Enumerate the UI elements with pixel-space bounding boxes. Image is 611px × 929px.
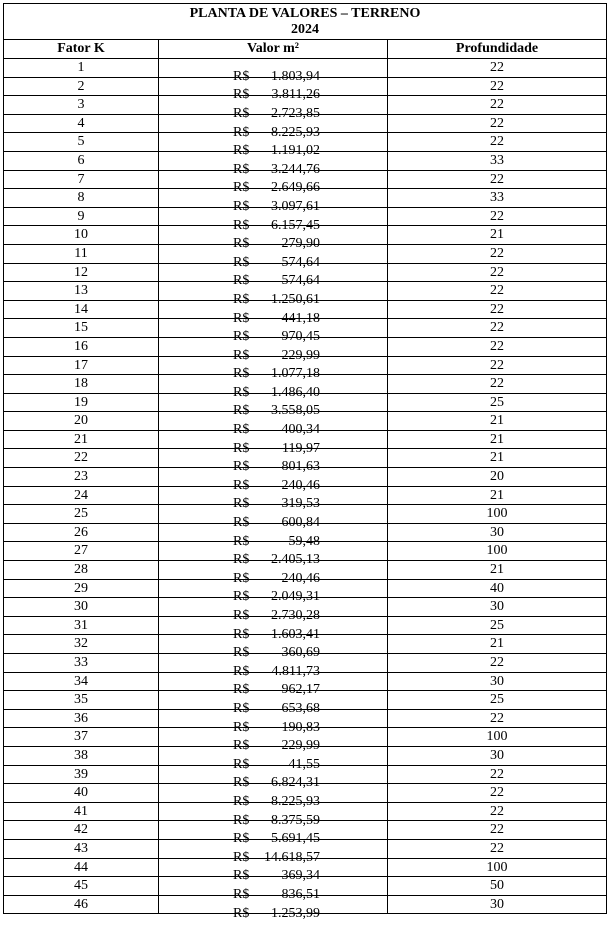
- valor-cell: [159, 784, 388, 809]
- profundidade-cell: 22: [388, 802, 607, 821]
- currency-symbol: R$: [233, 663, 250, 679]
- table-row: [4, 468, 607, 487]
- currency-symbol: R$: [233, 738, 250, 754]
- fator-k-cell: 11: [4, 244, 159, 263]
- currency-symbol: R$: [233, 868, 250, 884]
- fator-k-cell: 4: [4, 114, 159, 133]
- profundidade-cell: 22: [388, 282, 607, 301]
- table-title: [4, 4, 607, 40]
- table-row: [4, 561, 607, 580]
- table-row: [4, 170, 607, 189]
- table-row: [4, 895, 607, 914]
- valor-amount: 229,99: [281, 347, 320, 363]
- table-body: [4, 59, 607, 921]
- valor-amount: 2.649,66: [271, 180, 320, 196]
- profundidade-cell: 22: [388, 77, 607, 96]
- table-row: [4, 337, 607, 356]
- valor-cell: [159, 319, 388, 345]
- profundidade-cell: 22: [388, 654, 607, 673]
- valor-cell: [159, 877, 388, 902]
- currency-symbol: R$: [233, 533, 250, 549]
- profundidade-cell: 30: [388, 523, 607, 542]
- table-row: [4, 654, 607, 673]
- profundidade-cell: 21: [388, 561, 607, 580]
- valor-cell: [159, 151, 388, 177]
- valor-cell: [159, 412, 388, 438]
- valor-amount: 3.244,76: [271, 161, 320, 177]
- profundidade-cell: 30: [388, 746, 607, 765]
- valor-cell: [159, 244, 388, 270]
- valor-cell: [159, 300, 388, 326]
- currency-symbol: R$: [233, 496, 250, 512]
- valor-cell: [159, 598, 388, 624]
- currency-symbol: R$: [233, 756, 250, 772]
- currency-symbol: R$: [233, 366, 250, 382]
- valor-amount: 1.603,41: [271, 626, 320, 642]
- valor-amount: 4.811,73: [271, 663, 320, 679]
- profundidade-cell: 22: [388, 263, 607, 282]
- profundidade-cell: 22: [388, 839, 607, 858]
- table-row: [4, 784, 607, 803]
- table-row: [4, 133, 607, 152]
- fator-k-cell: 34: [4, 672, 159, 691]
- valor-cell: [159, 895, 388, 921]
- profundidade-cell: 21: [388, 486, 607, 505]
- table-row: [4, 59, 607, 78]
- table-row: [4, 96, 607, 115]
- currency-symbol: R$: [233, 831, 250, 847]
- currency-symbol: R$: [233, 161, 250, 177]
- valor-cell: [159, 505, 388, 531]
- profundidade-cell: 22: [388, 375, 607, 394]
- header-valor-m2: Valor m²: [159, 40, 388, 59]
- valor-cell: [159, 133, 388, 159]
- valor-amount: 5.691,45: [271, 831, 320, 847]
- valor-amount: 836,51: [281, 886, 320, 902]
- fator-k-cell: 44: [4, 858, 159, 877]
- table-row: [4, 691, 607, 710]
- valor-amount: 3.811,26: [271, 87, 320, 103]
- valor-amount: 360,69: [281, 645, 320, 661]
- currency-symbol: R$: [233, 124, 250, 140]
- profundidade-cell: 25: [388, 393, 607, 412]
- profundidade-cell: 21: [388, 412, 607, 431]
- fator-k-cell: 12: [4, 263, 159, 282]
- fator-k-cell: 26: [4, 523, 159, 542]
- currency-symbol: R$: [233, 310, 250, 326]
- currency-symbol: R$: [233, 775, 250, 791]
- valor-cell: [159, 858, 388, 884]
- valor-cell: [159, 746, 388, 772]
- currency-symbol: R$: [233, 291, 250, 307]
- currency-symbol: R$: [233, 236, 250, 252]
- valor-amount: 14.618,57: [264, 849, 320, 865]
- valor-cell: [159, 114, 388, 140]
- valor-cell: [159, 77, 388, 103]
- currency-symbol: R$: [233, 719, 250, 735]
- fator-k-cell: 5: [4, 133, 159, 152]
- fator-k-cell: 3: [4, 96, 159, 115]
- valor-amount: 229,99: [281, 738, 320, 754]
- currency-symbol: R$: [233, 793, 250, 809]
- valor-amount: 1.250,61: [271, 291, 320, 307]
- valor-cell: [159, 561, 388, 586]
- currency-symbol: R$: [233, 849, 250, 865]
- currency-symbol: R$: [233, 459, 250, 475]
- profundidade-cell: 22: [388, 59, 607, 78]
- table-row: [4, 858, 607, 877]
- currency-symbol: R$: [233, 440, 250, 456]
- profundidade-cell: 25: [388, 691, 607, 710]
- profundidade-cell: 33: [388, 189, 607, 208]
- fator-k-cell: 7: [4, 170, 159, 189]
- valor-cell: [159, 449, 388, 475]
- valor-amount: 8.375,59: [271, 812, 320, 828]
- valor-cell: [159, 672, 388, 698]
- fator-k-cell: 23: [4, 468, 159, 487]
- currency-symbol: R$: [233, 87, 250, 103]
- fator-k-cell: 41: [4, 802, 159, 821]
- valor-cell: [159, 393, 388, 419]
- profundidade-cell: 21: [388, 449, 607, 468]
- valor-amount: 369,34: [281, 868, 320, 884]
- profundidade-cell: 100: [388, 728, 607, 747]
- profundidade-cell: 100: [388, 542, 607, 561]
- profundidade-cell: 33: [388, 151, 607, 170]
- header-fator-k: Fator K: [4, 40, 159, 59]
- valor-amount: 8.225,93: [271, 124, 320, 140]
- valor-amount: 240,46: [281, 570, 320, 586]
- table-row: [4, 616, 607, 635]
- currency-symbol: R$: [233, 273, 250, 289]
- profundidade-cell: 22: [388, 784, 607, 803]
- fator-k-cell: 20: [4, 412, 159, 431]
- fator-k-cell: 30: [4, 598, 159, 617]
- fator-k-cell: 39: [4, 765, 159, 784]
- valor-amount: 962,17: [281, 682, 320, 698]
- currency-symbol: R$: [233, 347, 250, 363]
- profundidade-cell: 22: [388, 96, 607, 115]
- profundidade-cell: 22: [388, 114, 607, 133]
- valor-cell: [159, 59, 388, 84]
- currency-symbol: R$: [233, 645, 250, 661]
- valor-cell: [159, 765, 388, 791]
- valor-amount: 1.486,40: [271, 384, 320, 400]
- valor-amount: 1.191,02: [271, 143, 320, 159]
- valor-amount: 1.253,99: [271, 905, 320, 921]
- currency-symbol: R$: [233, 626, 250, 642]
- table-row: [4, 319, 607, 338]
- valor-cell: [159, 430, 388, 456]
- table-row: [4, 244, 607, 263]
- valor-cell: [159, 728, 388, 754]
- valor-amount: 240,46: [281, 477, 320, 493]
- table-row: [4, 77, 607, 96]
- valor-amount: 600,84: [281, 515, 320, 531]
- valor-amount: 1.077,18: [271, 366, 320, 382]
- currency-symbol: R$: [233, 329, 250, 345]
- valor-amount: 6.157,45: [271, 217, 320, 233]
- valor-cell: [159, 337, 388, 363]
- valor-amount: 2.730,28: [271, 608, 320, 624]
- currency-symbol: R$: [233, 403, 250, 419]
- table-row: [4, 486, 607, 505]
- currency-symbol: R$: [233, 217, 250, 233]
- profundidade-cell: 22: [388, 709, 607, 728]
- currency-symbol: R$: [233, 886, 250, 902]
- valor-cell: [159, 356, 388, 382]
- valor-amount: 1.803,94: [271, 68, 320, 84]
- valor-amount: 801,63: [281, 459, 320, 475]
- table-row: [4, 598, 607, 617]
- fator-k-cell: 24: [4, 486, 159, 505]
- valor-cell: [159, 96, 388, 121]
- table-row: [4, 728, 607, 747]
- fator-k-cell: 43: [4, 839, 159, 858]
- fator-k-cell: 33: [4, 654, 159, 673]
- fator-k-cell: 17: [4, 356, 159, 375]
- currency-symbol: R$: [233, 589, 250, 605]
- table-row: [4, 542, 607, 561]
- profundidade-cell: 22: [388, 133, 607, 152]
- profundidade-cell: 22: [388, 244, 607, 263]
- valor-cell: [159, 709, 388, 735]
- fator-k-cell: 37: [4, 728, 159, 747]
- table-row: [4, 393, 607, 412]
- profundidade-cell: 30: [388, 672, 607, 691]
- fator-k-cell: 31: [4, 616, 159, 635]
- fator-k-cell: 22: [4, 449, 159, 468]
- valor-amount: 2.049,31: [271, 589, 320, 605]
- valor-cell: [159, 486, 388, 512]
- profundidade-cell: 22: [388, 337, 607, 356]
- profundidade-cell: 22: [388, 170, 607, 189]
- table-row: [4, 765, 607, 784]
- valor-amount: 6.824,31: [271, 775, 320, 791]
- table-title-text: PLANTA DE VALORES – TERRENO: [189, 6, 421, 21]
- valor-cell: [159, 282, 388, 307]
- valor-cell: [159, 821, 388, 847]
- fator-k-cell: 46: [4, 895, 159, 914]
- fator-k-cell: 35: [4, 691, 159, 710]
- valor-amount: 59,48: [288, 533, 320, 549]
- profundidade-cell: 100: [388, 858, 607, 877]
- valor-cell: [159, 635, 388, 661]
- profundidade-cell: 30: [388, 598, 607, 617]
- profundidade-cell: 100: [388, 505, 607, 524]
- valor-cell: [159, 375, 388, 400]
- table-row: [4, 523, 607, 542]
- table-row: [4, 839, 607, 858]
- table-row: [4, 635, 607, 654]
- fator-k-cell: 45: [4, 877, 159, 896]
- currency-symbol: R$: [233, 515, 250, 531]
- currency-symbol: R$: [233, 477, 250, 493]
- table-row: [4, 449, 607, 468]
- fator-k-cell: 16: [4, 337, 159, 356]
- valor-cell: [159, 263, 388, 289]
- fator-k-cell: 25: [4, 505, 159, 524]
- profundidade-cell: 22: [388, 356, 607, 375]
- profundidade-cell: 20: [388, 468, 607, 487]
- valor-cell: [159, 523, 388, 549]
- fator-k-cell: 6: [4, 151, 159, 170]
- header-profundidade: Profundidade: [388, 40, 607, 59]
- valor-amount: 2.405,13: [271, 552, 320, 568]
- valor-cell: [159, 579, 388, 605]
- currency-symbol: R$: [233, 105, 250, 121]
- fator-k-cell: 19: [4, 393, 159, 412]
- fator-k-cell: 27: [4, 542, 159, 561]
- table-row: [4, 746, 607, 765]
- valor-amount: 3.097,61: [271, 198, 320, 214]
- valor-cell: [159, 189, 388, 214]
- fator-k-cell: 10: [4, 226, 159, 245]
- fator-k-cell: 42: [4, 821, 159, 840]
- table-row: [4, 263, 607, 282]
- profundidade-cell: 50: [388, 877, 607, 896]
- table-row: [4, 114, 607, 133]
- table-row: [4, 505, 607, 524]
- table-row: [4, 579, 607, 598]
- currency-symbol: R$: [233, 180, 250, 196]
- table-row: [4, 189, 607, 208]
- valor-cell: [159, 542, 388, 568]
- table-row: [4, 226, 607, 245]
- valor-amount: 574,64: [281, 254, 320, 270]
- valor-amount: 279,90: [281, 236, 320, 252]
- valor-amount: 653,68: [281, 700, 320, 716]
- valor-cell: [159, 616, 388, 642]
- profundidade-cell: 25: [388, 616, 607, 635]
- fator-k-cell: 36: [4, 709, 159, 728]
- profundidade-cell: 22: [388, 207, 607, 226]
- table-row: [4, 430, 607, 449]
- valor-amount: 8.225,93: [271, 793, 320, 809]
- valores-table: [3, 3, 607, 921]
- fator-k-cell: 14: [4, 300, 159, 319]
- currency-symbol: R$: [233, 198, 250, 214]
- currency-symbol: R$: [233, 552, 250, 568]
- valor-amount: 41,55: [288, 756, 320, 772]
- valor-cell: [159, 691, 388, 716]
- valor-cell: [159, 839, 388, 865]
- fator-k-cell: 13: [4, 282, 159, 301]
- valor-amount: 190,83: [281, 719, 320, 735]
- fator-k-cell: 8: [4, 189, 159, 208]
- profundidade-cell: 22: [388, 300, 607, 319]
- fator-k-cell: 9: [4, 207, 159, 226]
- fator-k-cell: 2: [4, 77, 159, 96]
- currency-symbol: R$: [233, 68, 250, 84]
- valor-amount: 441,18: [281, 310, 320, 326]
- header-row: [4, 40, 607, 59]
- fator-k-cell: 29: [4, 579, 159, 598]
- currency-symbol: R$: [233, 608, 250, 624]
- table-row: [4, 802, 607, 821]
- currency-symbol: R$: [233, 682, 250, 698]
- table-row: [4, 282, 607, 301]
- fator-k-cell: 38: [4, 746, 159, 765]
- fator-k-cell: 15: [4, 319, 159, 338]
- profundidade-cell: 40: [388, 579, 607, 598]
- table-row: [4, 412, 607, 431]
- table-row: [4, 709, 607, 728]
- fator-k-cell: 1: [4, 59, 159, 78]
- profundidade-cell: 30: [388, 895, 607, 914]
- currency-symbol: R$: [233, 254, 250, 270]
- profundidade-cell: 21: [388, 635, 607, 654]
- valor-cell: [159, 802, 388, 828]
- profundidade-cell: 22: [388, 765, 607, 784]
- fator-k-cell: 40: [4, 784, 159, 803]
- currency-symbol: R$: [233, 812, 250, 828]
- table-row: [4, 672, 607, 691]
- table-row: [4, 375, 607, 394]
- table-row: [4, 207, 607, 226]
- currency-symbol: R$: [233, 570, 250, 586]
- profundidade-cell: 22: [388, 319, 607, 338]
- currency-symbol: R$: [233, 700, 250, 716]
- valor-amount: 319,53: [281, 496, 320, 512]
- currency-symbol: R$: [233, 422, 250, 438]
- table-row: [4, 877, 607, 896]
- table-row: [4, 356, 607, 375]
- valor-amount: 119,97: [282, 440, 320, 456]
- fator-k-cell: 21: [4, 430, 159, 449]
- valor-cell: [159, 170, 388, 196]
- profundidade-cell: 22: [388, 821, 607, 840]
- table-row: [4, 151, 607, 170]
- valor-cell: [159, 207, 388, 233]
- document-page: [3, 3, 606, 921]
- table-row: [4, 821, 607, 840]
- fator-k-cell: 32: [4, 635, 159, 654]
- profundidade-cell: 21: [388, 226, 607, 245]
- profundidade-cell: 21: [388, 430, 607, 449]
- valor-cell: [159, 654, 388, 679]
- valor-amount: 970,45: [281, 329, 320, 345]
- valor-amount: 574,64: [281, 273, 320, 289]
- valor-amount: 2.723,85: [271, 105, 320, 121]
- currency-symbol: R$: [233, 384, 250, 400]
- fator-k-cell: 18: [4, 375, 159, 394]
- valor-amount: 400,34: [281, 422, 320, 438]
- fator-k-cell: 28: [4, 561, 159, 580]
- table-year: 2024: [291, 22, 319, 37]
- valor-amount: 3.558,05: [271, 403, 320, 419]
- valor-cell: [159, 226, 388, 252]
- currency-symbol: R$: [233, 143, 250, 159]
- table-row: [4, 300, 607, 319]
- valor-cell: [159, 468, 388, 493]
- currency-symbol: R$: [233, 905, 250, 921]
